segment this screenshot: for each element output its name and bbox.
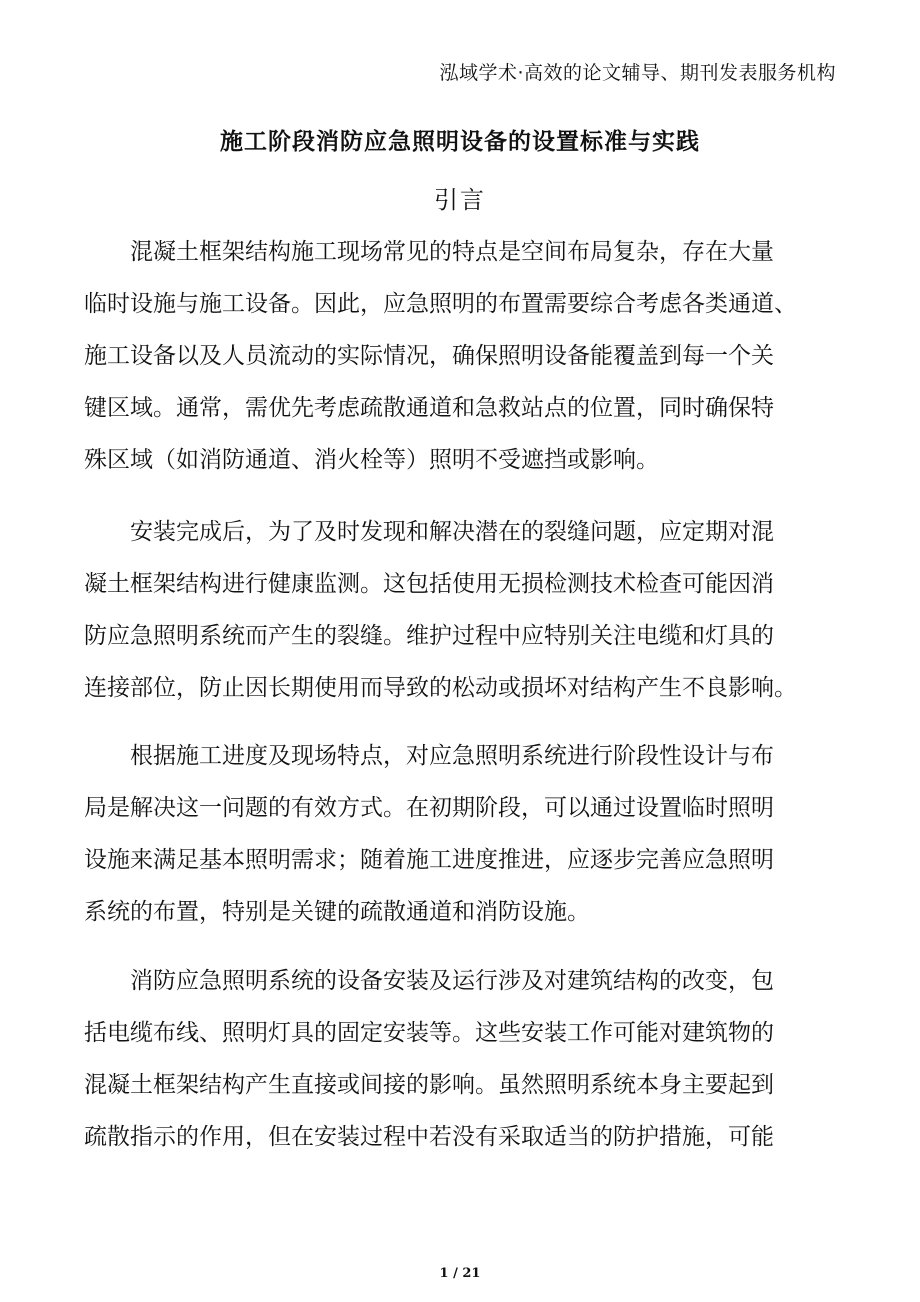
paragraph-line: 局是解决这一问题的有效方式。在初期阶段，可以通过设置临时照明 bbox=[84, 795, 774, 821]
paragraph-line: 防应急照明系统而产生的裂缝。维护过程中应特别关注电缆和灯具的 bbox=[84, 623, 774, 649]
paragraph-3 bbox=[84, 730, 844, 938]
paragraph-line: 施工设备以及人员流动的实际情况，确保照明设备能覆盖到每一个关 bbox=[84, 343, 774, 369]
paragraph-line: 连接部位，防止因长期使用而导致的松动或损坏对结构产生不良影响。 bbox=[84, 675, 797, 701]
paragraph-line: 殊区域（如消防通道、消火栓等）照明不受遮挡或影响。 bbox=[84, 447, 659, 473]
document-title: 施工阶段消防应急照明设备的设置标准与实践 bbox=[220, 129, 700, 155]
paragraph-4 bbox=[84, 955, 844, 1163]
paragraph-2 bbox=[84, 506, 844, 714]
paragraph-line: 消防应急照明系统的设备安装及运行涉及对建筑结构的改变，包 bbox=[84, 968, 774, 994]
paragraph-line: 安装完成后，为了及时发现和解决潜在的裂缝问题，应定期对混 bbox=[84, 519, 774, 545]
paragraph-line: 设施来满足基本照明需求；随着施工进度推进，应逐步完善应急照明 bbox=[84, 847, 774, 873]
paragraph-1 bbox=[84, 226, 844, 486]
page-number: 1 / 21 bbox=[439, 1266, 481, 1281]
paragraph-line: 系统的布置，特别是关键的疏散通道和消防设施。 bbox=[84, 899, 590, 925]
section-heading: 引言 bbox=[434, 186, 486, 214]
paragraph-line: 凝土框架结构进行健康监测。这包括使用无损检测技术检查可能因消 bbox=[84, 571, 774, 597]
paragraph-line: 混凝土框架结构产生直接或间接的影响。虽然照明系统本身主要起到 bbox=[84, 1072, 774, 1098]
paragraph-line: 括电缆布线、照明灯具的固定安装等。这些安装工作可能对建筑物的 bbox=[84, 1020, 774, 1046]
paragraph-line: 键区域。通常，需优先考虑疏散通道和急救站点的位置，同时确保特 bbox=[84, 395, 774, 421]
header-organization-text: 泓域学术·高效的论文辅导、期刊发表服务机构 bbox=[439, 62, 836, 84]
paragraph-line: 混凝土框架结构施工现场常见的特点是空间布局复杂，存在大量 bbox=[84, 239, 774, 265]
paragraph-line: 疏散指示的作用，但在安装过程中若没有采取适当的防护措施，可能 bbox=[84, 1124, 774, 1150]
paragraph-line: 根据施工进度及现场特点，对应急照明系统进行阶段性设计与布 bbox=[84, 743, 774, 769]
paragraph-line: 临时设施与施工设备。因此，应急照明的布置需要综合考虑各类通道、 bbox=[84, 291, 797, 317]
